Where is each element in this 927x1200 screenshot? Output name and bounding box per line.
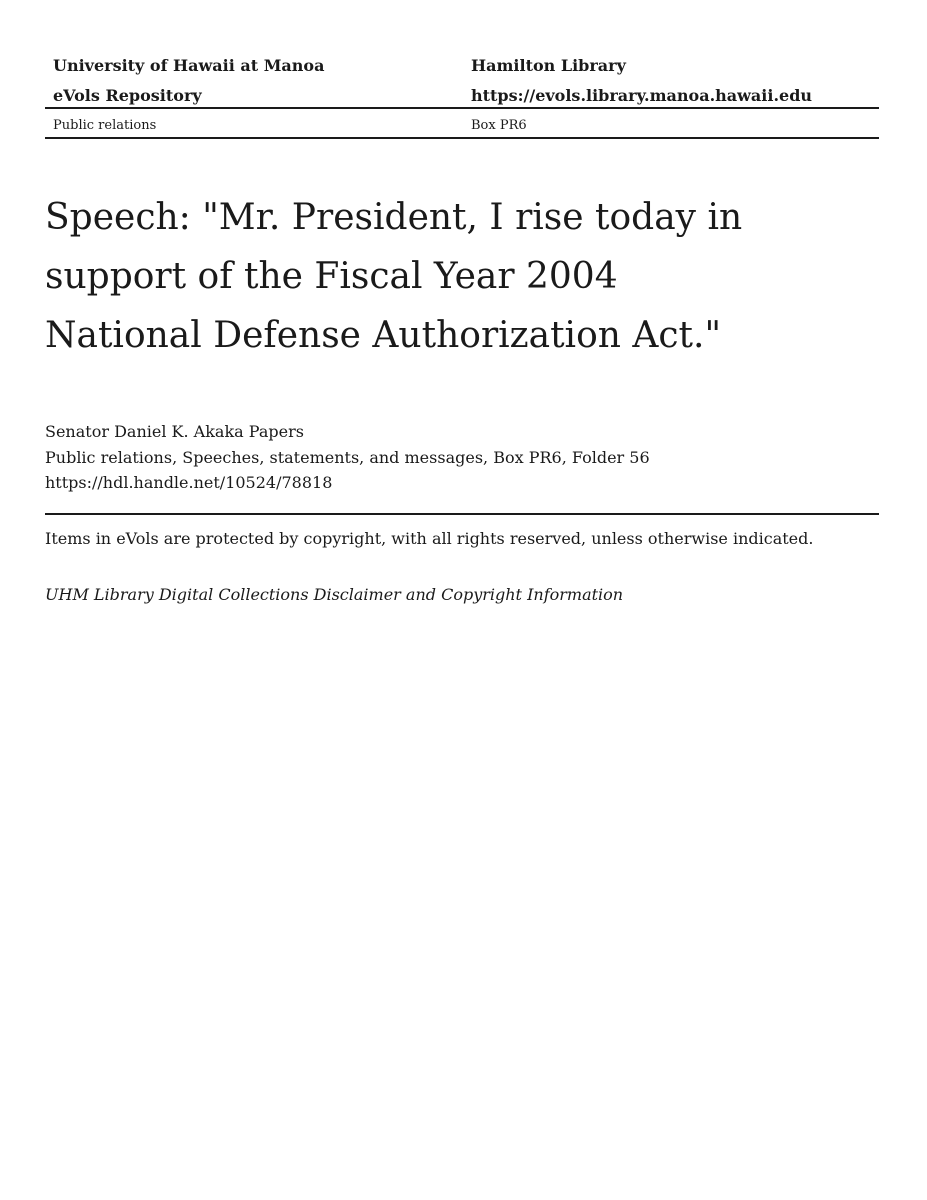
box-label: Box PR6 <box>471 118 527 133</box>
subheader-divider <box>45 137 879 139</box>
repository-url[interactable]: https://evols.library.manoa.hawaii.edu <box>471 86 813 105</box>
repository-name: eVols Repository <box>53 86 202 105</box>
footer-divider <box>45 513 879 515</box>
collection-name: Senator Daniel K. Akaka Papers <box>45 422 304 441</box>
title-line-1: Speech: "Mr. President, I rise today in <box>45 197 743 238</box>
folder-location: Public relations, Speeches, statements, and messages, Box PR6, Folder 56 <box>45 448 650 467</box>
title-line-3: National Defense Authorization Act." <box>45 315 722 356</box>
header-divider <box>45 107 879 109</box>
copyright-notice: Items in eVols are protected by copyright, with all rights reserved, unless otherwise indicated. <box>45 529 814 548</box>
disclaimer-link[interactable]: UHM Library Digital Collections Disclaimer and Copyright Information <box>45 585 624 604</box>
institution-name: University of Hawaii at Manoa <box>53 56 325 75</box>
series-label: Public relations <box>53 118 157 133</box>
handle-link[interactable]: https://hdl.handle.net/10524/78818 <box>45 473 333 492</box>
document-title <box>45 188 879 365</box>
title-line-2: support of the Fiscal Year 2004 <box>45 256 618 297</box>
library-name: Hamilton Library <box>471 56 626 75</box>
